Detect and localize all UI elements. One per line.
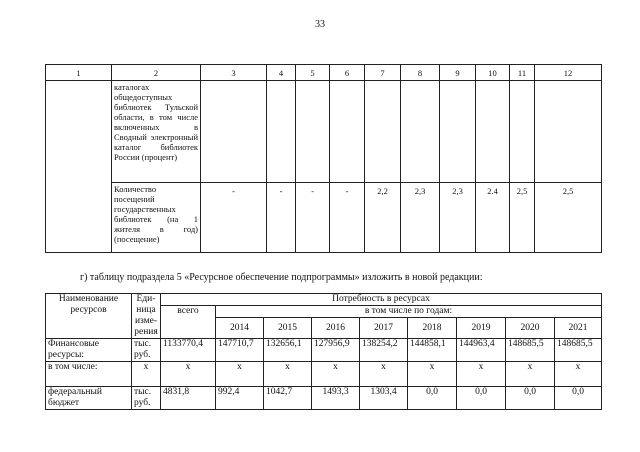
table-cell: х [555, 362, 602, 387]
column-header-name: Наименование ресурсов [46, 294, 132, 339]
table-cell: 148685,5 [506, 339, 555, 362]
table-header-row [46, 294, 602, 306]
table-cell: 0,0 [408, 387, 457, 410]
empty-cell [46, 81, 112, 253]
table-row [46, 81, 602, 183]
table-cell: 127956,9 [312, 339, 360, 362]
resource-table [45, 293, 602, 410]
indicator-description: Количество посещений государственных библиотек (на 1 жителя в год) (посещение) [112, 183, 201, 253]
table-cell: х [360, 362, 408, 387]
table-cell [510, 81, 535, 183]
page-number: 33 [315, 19, 325, 30]
table-cell: 2,2 [365, 183, 401, 253]
column-header: 1 [46, 65, 112, 81]
table-row [46, 387, 602, 410]
year-header: 2015 [264, 318, 312, 339]
table-cell: 0,0 [555, 387, 602, 410]
table-row [46, 183, 602, 253]
year-header: 2020 [506, 318, 555, 339]
column-header: 4 [267, 65, 296, 81]
table-cell: 2,5 [510, 183, 535, 253]
table-cell [440, 81, 476, 183]
column-header: 3 [201, 65, 267, 81]
table-cell: 1042,7 [264, 387, 312, 410]
year-header: 2017 [360, 318, 408, 339]
table-cell: 2,3 [401, 183, 440, 253]
table-cell: - [201, 183, 267, 253]
column-header: 5 [296, 65, 330, 81]
indicator-description: каталогах общедоступных библиотек Тульской области, в том числе включенных в Сводный электронный каталог библиотек России (процент) [112, 81, 201, 183]
table-cell: - [330, 183, 365, 253]
table-cell: 0,0 [457, 387, 506, 410]
table-cell [476, 81, 510, 183]
year-header: 2018 [408, 318, 457, 339]
table-cell: 992,4 [216, 387, 264, 410]
table-cell: 1303,4 [360, 387, 408, 410]
table-cell [365, 81, 401, 183]
table-cell: х [216, 362, 264, 387]
column-header-need: Потребность в ресурсах [161, 294, 602, 306]
table-cell: 144963,4 [457, 339, 506, 362]
column-header: 11 [510, 65, 535, 81]
resource-unit: х [132, 362, 161, 387]
table-cell: х [408, 362, 457, 387]
table-cell: х [457, 362, 506, 387]
table-cell: 144858,1 [408, 339, 457, 362]
table-cell: 1493,3 [312, 387, 360, 410]
year-header: 2016 [312, 318, 360, 339]
year-header: 2021 [555, 318, 602, 339]
table-cell: х [264, 362, 312, 387]
table-cell: 2.4 [476, 183, 510, 253]
resource-name: в том числе: [46, 362, 132, 387]
table-header-row [46, 65, 602, 81]
table-cell: - [296, 183, 330, 253]
year-header: 2019 [457, 318, 506, 339]
table-cell: 2,3 [440, 183, 476, 253]
column-header: 2 [112, 65, 201, 81]
column-header-unit: Еди- ница изме- рения [132, 294, 161, 339]
column-header-by-years: в том числе по годам: [216, 306, 602, 318]
table-row [46, 362, 602, 387]
column-header: 12 [535, 65, 602, 81]
table-cell: 147710,7 [216, 339, 264, 362]
table-cell [330, 81, 365, 183]
indicators-table [45, 64, 602, 253]
resource-name: Финансовые ресурсы: [46, 339, 132, 362]
table-cell: 138254,2 [360, 339, 408, 362]
instruction-paragraph: г) таблицу подраздела 5 «Ресурсное обеспечение подпрограммы» изложить в новой редакции: [80, 272, 483, 283]
resource-unit: тыс. руб. [132, 339, 161, 362]
column-header-total: всего [161, 306, 216, 339]
table-cell: 132656,1 [264, 339, 312, 362]
table-cell: х [312, 362, 360, 387]
table-cell [535, 81, 602, 183]
resource-total: 4831,8 [161, 387, 216, 410]
table-cell [401, 81, 440, 183]
table-cell [296, 81, 330, 183]
column-header: 10 [476, 65, 510, 81]
table-cell [201, 81, 267, 183]
resource-name: федеральный бюджет [46, 387, 132, 410]
resource-total: х [161, 362, 216, 387]
column-header: 8 [401, 65, 440, 81]
column-header: 9 [440, 65, 476, 81]
table-row [46, 339, 602, 362]
column-header: 6 [330, 65, 365, 81]
resource-unit: тыс. руб. [132, 387, 161, 410]
column-header: 7 [365, 65, 401, 81]
table-cell: 2,5 [535, 183, 602, 253]
resource-total: 1133770,4 [161, 339, 216, 362]
table-cell: 148685,5 [555, 339, 602, 362]
table-cell: - [267, 183, 296, 253]
year-header: 2014 [216, 318, 264, 339]
table-cell [267, 81, 296, 183]
table-cell: 0,0 [506, 387, 555, 410]
table-cell: х [506, 362, 555, 387]
